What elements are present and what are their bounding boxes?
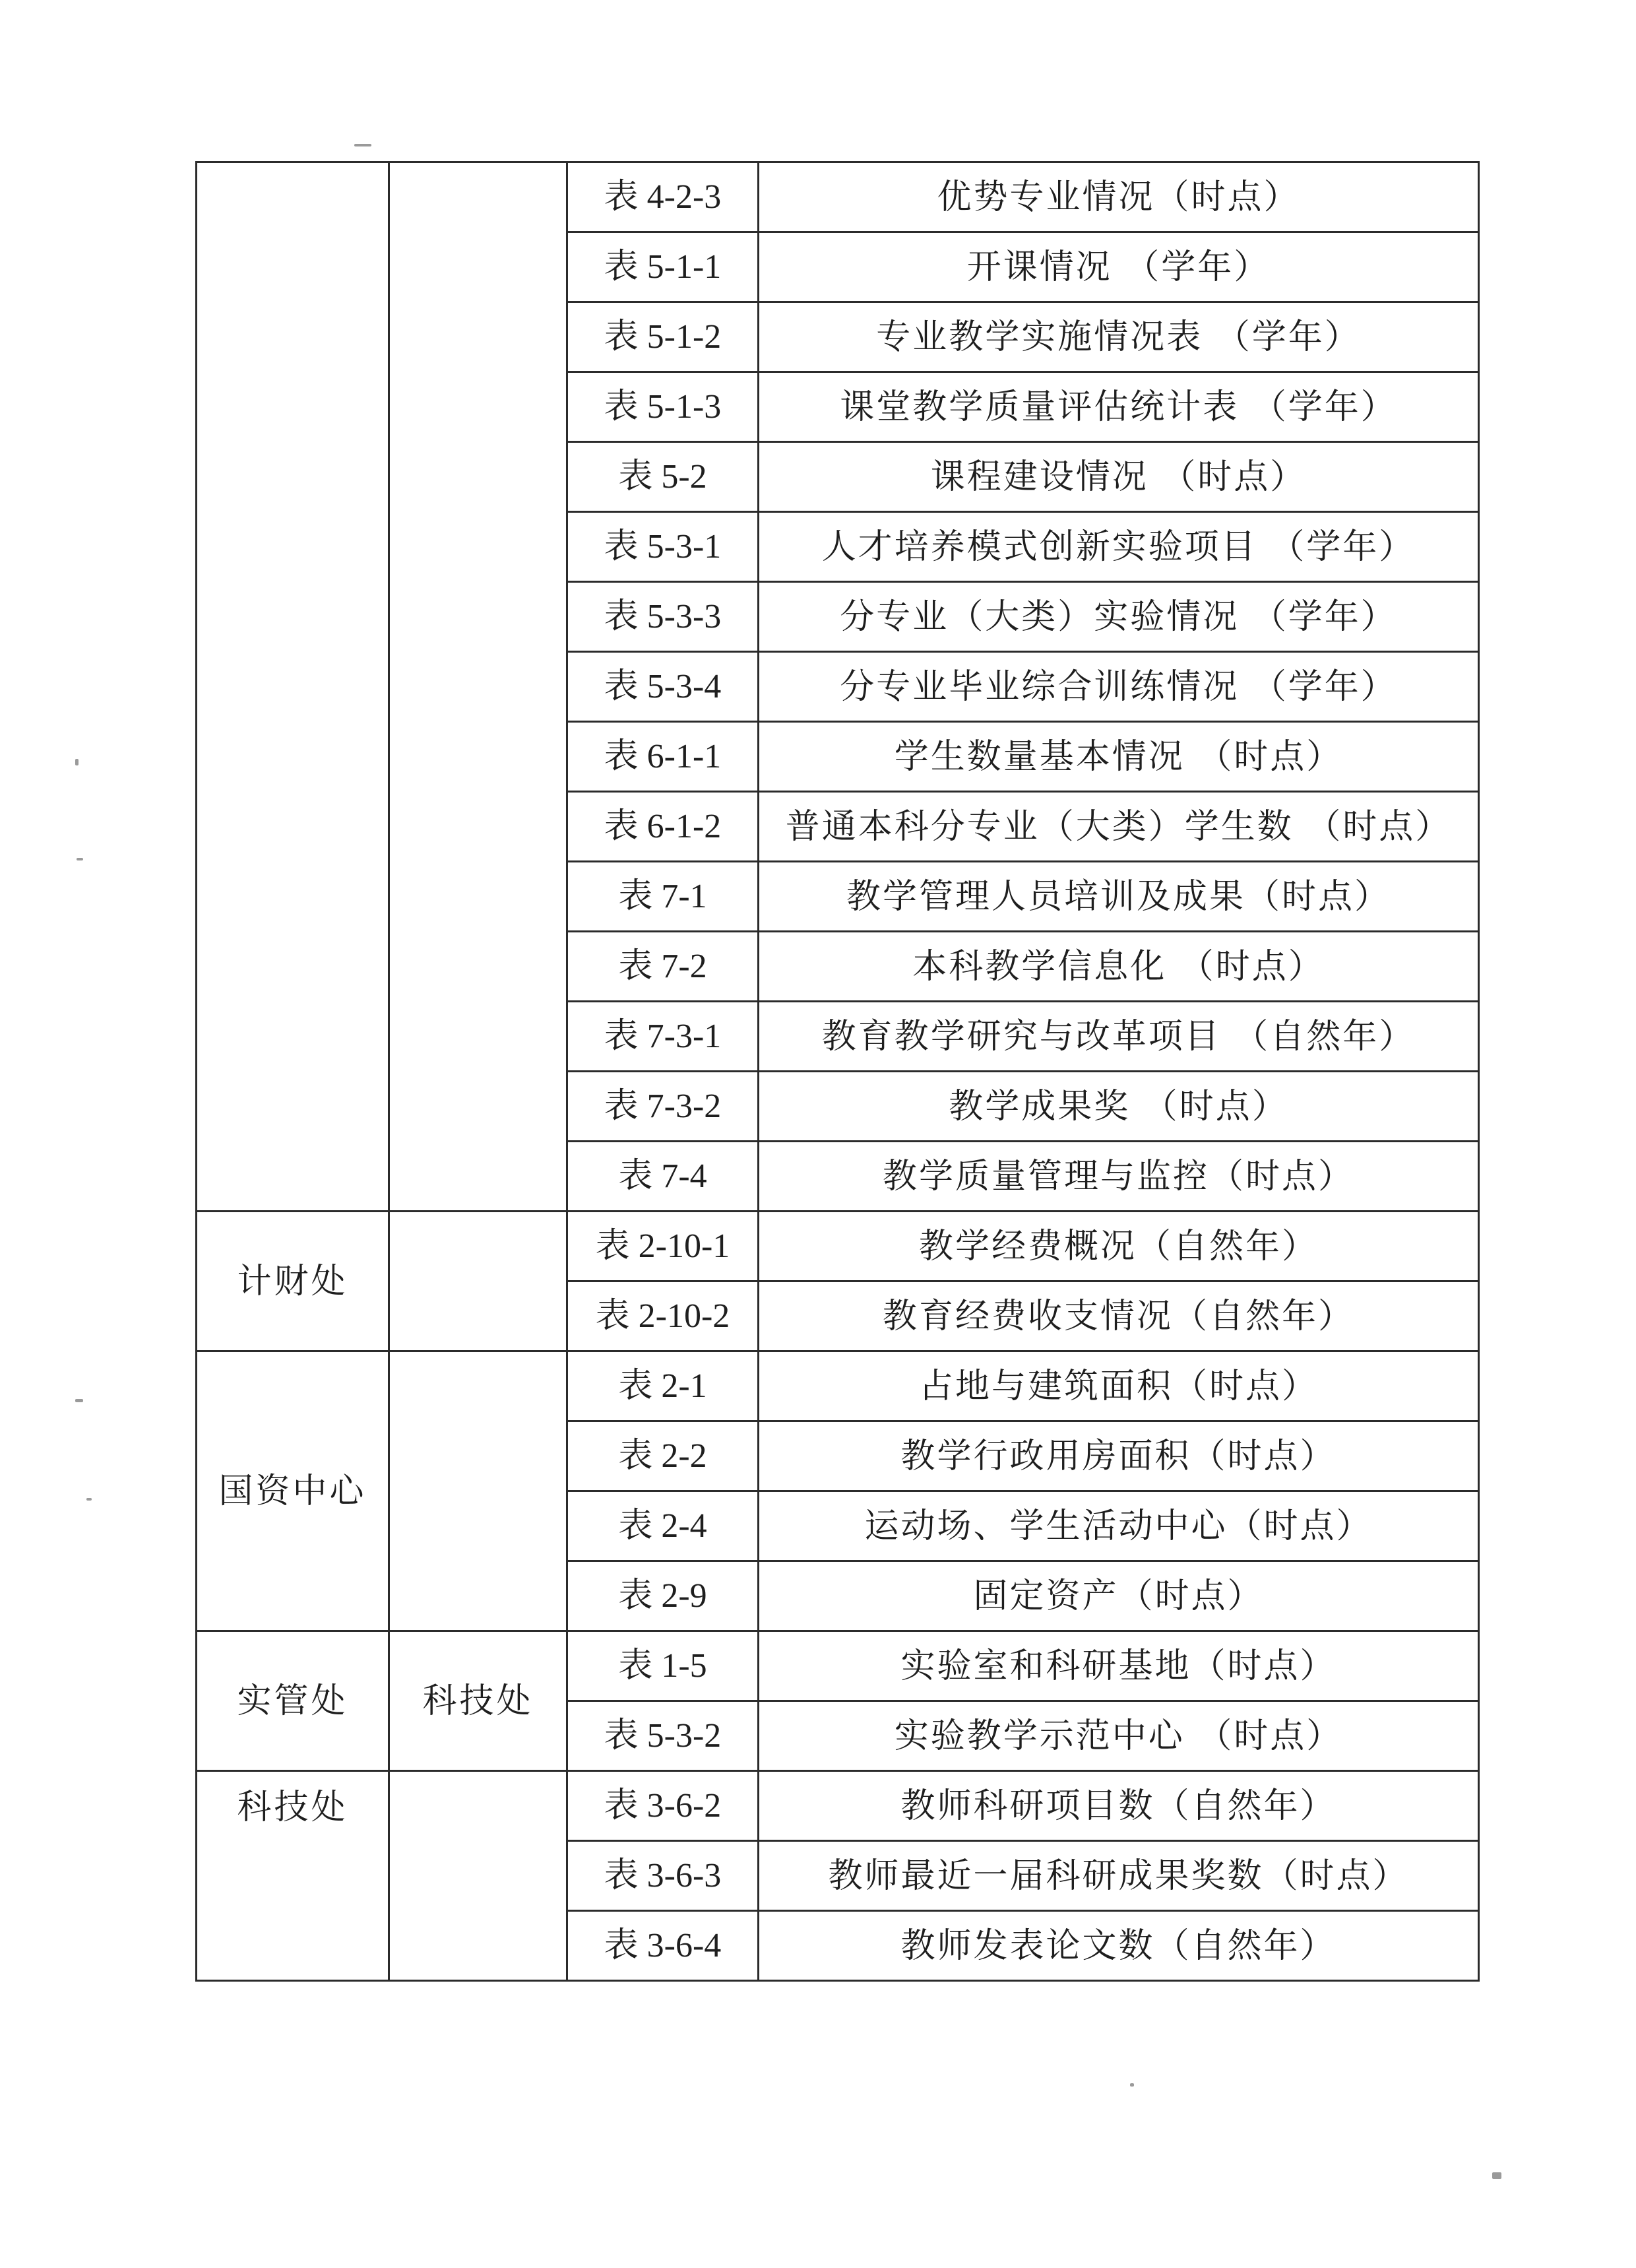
table-description: 占地与建筑面积（时点） — [759, 1351, 1479, 1421]
table-description: 教学行政用房面积（时点） — [759, 1421, 1479, 1491]
table-description: 教师最近一届科研成果奖数（时点） — [759, 1841, 1479, 1911]
table-id: 表 3-6-3 — [567, 1841, 759, 1911]
table-description: 学生数量基本情况 （时点） — [759, 722, 1479, 792]
table-id: 表 2-4 — [567, 1491, 759, 1561]
table-id: 表 2-9 — [567, 1561, 759, 1631]
table-description: 分专业（大类）实验情况 （学年） — [759, 582, 1479, 652]
department-cell-finance: 计财处 — [197, 1212, 389, 1351]
table-description: 人才培养模式创新实验项目 （学年） — [759, 512, 1479, 582]
table-description: 教师科研项目数（自然年） — [759, 1771, 1479, 1841]
table-id: 表 5-1-1 — [567, 232, 759, 302]
table-description: 教育经费收支情况（自然年） — [759, 1281, 1479, 1351]
table-description: 优势专业情况（时点） — [759, 162, 1479, 232]
table-id: 表 5-3-1 — [567, 512, 759, 582]
table-id: 表 7-2 — [567, 932, 759, 1002]
table-id: 表 1-5 — [567, 1631, 759, 1701]
table-description: 运动场、学生活动中心（时点） — [759, 1491, 1479, 1561]
table-row — [197, 1351, 1479, 1421]
table-id: 表 7-1 — [567, 862, 759, 932]
table-id: 表 3-6-4 — [567, 1911, 759, 1981]
table-id: 表 5-1-2 — [567, 302, 759, 372]
department-cell-assets: 国资中心 — [197, 1351, 389, 1631]
table-description: 分专业毕业综合训练情况 （学年） — [759, 652, 1479, 722]
table-id: 表 7-4 — [567, 1142, 759, 1212]
table-description: 本科教学信息化 （时点） — [759, 932, 1479, 1002]
scan-speck — [1492, 2172, 1501, 2179]
table-row — [197, 1212, 1479, 1281]
table-description: 固定资产（时点） — [759, 1561, 1479, 1631]
scan-speck — [77, 858, 83, 860]
table-id: 表 5-3-3 — [567, 582, 759, 652]
table-description: 实验教学示范中心 （时点） — [759, 1701, 1479, 1771]
table-description: 教学管理人员培训及成果（时点） — [759, 862, 1479, 932]
scan-speck — [75, 759, 79, 765]
scan-speck — [75, 1399, 83, 1402]
table-id: 表 5-2 — [567, 442, 759, 512]
department-cell-science: 科技处 — [197, 1771, 389, 1981]
department-cell-blank — [197, 162, 389, 1212]
department-cell-lab: 实管处 — [197, 1631, 389, 1771]
table-id: 表 3-6-2 — [567, 1771, 759, 1841]
table-description: 教学质量管理与监控（时点） — [759, 1142, 1479, 1212]
cooperating-department-cell-blank — [389, 162, 567, 1212]
cooperating-department-cell-blank — [389, 1351, 567, 1631]
table-id: 表 6-1-1 — [567, 722, 759, 792]
table-description: 普通本科分专业（大类）学生数 （时点） — [759, 792, 1479, 862]
table-row — [197, 1631, 1479, 1701]
table-id: 表 2-10-2 — [567, 1281, 759, 1351]
table-description: 开课情况 （学年） — [759, 232, 1479, 302]
table-description: 课程建设情况 （时点） — [759, 442, 1479, 512]
table-id: 表 6-1-2 — [567, 792, 759, 862]
table-description: 课堂教学质量评估统计表 （学年） — [759, 372, 1479, 442]
table-id: 表 5-1-3 — [567, 372, 759, 442]
scan-speck — [1130, 2083, 1134, 2087]
scan-speck — [354, 144, 371, 146]
table-id: 表 7-3-2 — [567, 1072, 759, 1142]
scan-speck — [86, 1498, 92, 1501]
table-description: 教育教学研究与改革项目 （自然年） — [759, 1002, 1479, 1072]
report-tables-list — [195, 161, 1480, 1982]
table-description: 教学成果奖 （时点） — [759, 1072, 1479, 1142]
cooperating-department-cell-blank — [389, 1212, 567, 1351]
cooperating-department-cell-blank — [389, 1771, 567, 1981]
table-id: 表 2-2 — [567, 1421, 759, 1491]
table-id: 表 4-2-3 — [567, 162, 759, 232]
cooperating-department-cell-science: 科技处 — [389, 1631, 567, 1771]
table-description: 实验室和科研基地（时点） — [759, 1631, 1479, 1701]
table-row — [197, 162, 1479, 232]
table-id: 表 5-3-2 — [567, 1701, 759, 1771]
table-description: 教师发表论文数（自然年） — [759, 1911, 1479, 1981]
table-id: 表 7-3-1 — [567, 1002, 759, 1072]
table-id: 表 2-10-1 — [567, 1212, 759, 1281]
table-id: 表 5-3-4 — [567, 652, 759, 722]
table-description: 教学经费概况（自然年） — [759, 1212, 1479, 1281]
table-row — [197, 1771, 1479, 1841]
table-description: 专业教学实施情况表 （学年） — [759, 302, 1479, 372]
table-id: 表 2-1 — [567, 1351, 759, 1421]
